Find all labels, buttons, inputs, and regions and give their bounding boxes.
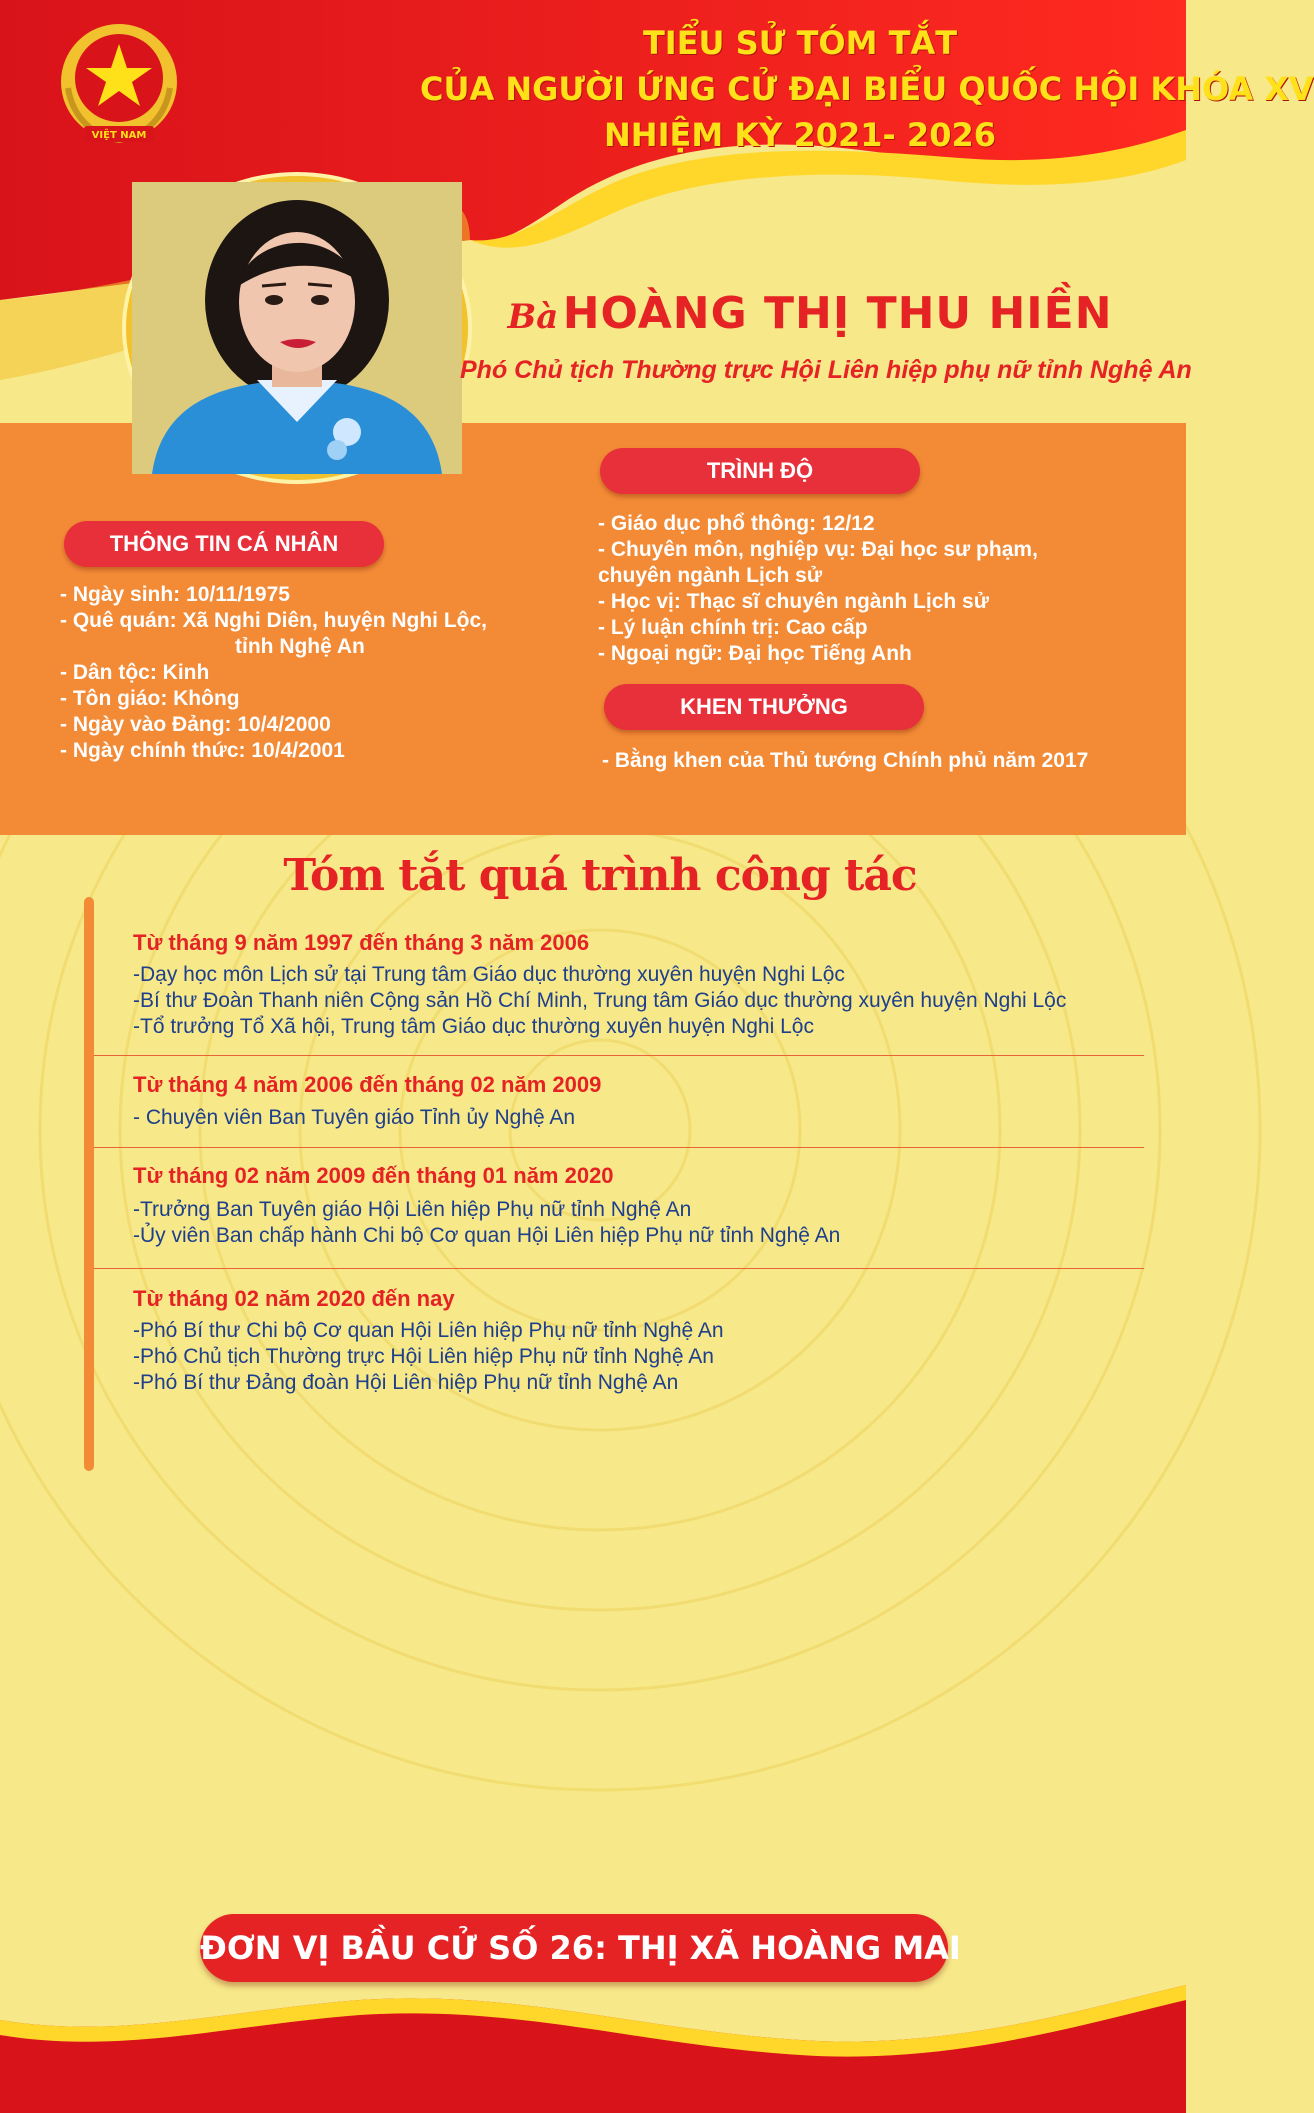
work-duty: -Bí thư Đoàn Thanh niên Cộng sản Hồ Chí Minh, Trung tâm Giáo dục thường xuyên huyện Nghi Lộc bbox=[133, 989, 1067, 1012]
candidate-honorific: Bà bbox=[507, 297, 559, 337]
candidate-portrait bbox=[132, 182, 462, 474]
electoral-unit-banner: ĐƠN VỊ BẦU CỬ SỐ 26: THỊ XÃ HOÀNG MAI bbox=[200, 1914, 948, 1982]
work-duty: -Phó Bí thư Chi bộ Cơ quan Hội Liên hiệp Phụ nữ tỉnh Nghệ An bbox=[133, 1319, 724, 1342]
header-line-1: TIỂU SỬ TÓM TẮT bbox=[642, 24, 958, 62]
education-list bbox=[598, 511, 1038, 667]
education-line: - Chuyên môn, nghiệp vụ: Đại học sư phạm, bbox=[598, 538, 1038, 561]
candidate-position: Phó Chủ tịch Thường trực Hội Liên hiệp phụ nữ tỉnh Nghệ An bbox=[460, 356, 1192, 384]
timeline-bar bbox=[84, 897, 94, 1471]
personal-info-line: - Ngày vào Đảng: 10/4/2000 bbox=[60, 713, 331, 736]
work-duty: -Ủy viên Ban chấp hành Chi bộ Cơ quan Hội Liên hiệp Phụ nữ tỉnh Nghệ An bbox=[133, 1224, 841, 1247]
work-duty: -Tổ trưởng Tổ Xã hội, Trung tâm Giáo dục thường xuyên huyện Nghi Lộc bbox=[133, 1015, 814, 1038]
period-divider bbox=[94, 1147, 1144, 1148]
work-duty: -Phó Chủ tịch Thường trực Hội Liên hiệp Phụ nữ tỉnh Nghệ An bbox=[133, 1345, 714, 1368]
header-line-2: CỦA NGƯỜI ỨNG CỬ ĐẠI BIỂU QUỐC HỘI KHÓA XV bbox=[420, 70, 1314, 108]
personal-info-line: - Ngày sinh: 10/11/1975 bbox=[60, 583, 290, 606]
national-emblem-icon bbox=[48, 18, 190, 160]
personal-info-line: tỉnh Nghệ An bbox=[235, 635, 365, 658]
document-header bbox=[420, 20, 1314, 158]
portrait-image bbox=[132, 182, 462, 474]
work-duty: -Trưởng Ban Tuyên giáo Hội Liên hiệp Phụ nữ tỉnh Nghệ An bbox=[133, 1198, 692, 1221]
work-duty: - Chuyên viên Ban Tuyên giáo Tỉnh ủy Nghệ An bbox=[133, 1106, 576, 1129]
personal-info-heading: THÔNG TIN CÁ NHÂN bbox=[64, 521, 384, 567]
work-duty: -Phó Bí thư Đảng đoàn Hội Liên hiệp Phụ nữ tỉnh Nghệ An bbox=[133, 1371, 679, 1394]
work-period-title: Từ tháng 4 năm 2006 đến tháng 02 năm 2009 bbox=[133, 1072, 602, 1097]
work-period-title: Từ tháng 02 năm 2020 đến nay bbox=[133, 1286, 455, 1311]
candidate-name: HOÀNG THỊ THU HIỀN bbox=[562, 288, 1113, 339]
education-line: - Giáo dục phổ thông: 12/12 bbox=[598, 512, 875, 535]
work-period-title: Từ tháng 9 năm 1997 đến tháng 3 năm 2006 bbox=[133, 930, 590, 955]
education-line: - Ngoại ngữ: Đại học Tiếng Anh bbox=[598, 642, 912, 665]
education-line: chuyên ngành Lịch sử bbox=[598, 564, 823, 587]
personal-info-line: - Quê quán: Xã Nghi Diên, huyện Nghi Lộc, bbox=[60, 609, 488, 632]
personal-info-list bbox=[60, 582, 487, 764]
personal-info-line: - Dân tộc: Kinh bbox=[60, 661, 210, 684]
awards-heading: KHEN THƯỞNG bbox=[604, 684, 924, 730]
education-line: - Học vị: Thạc sĩ chuyên ngành Lịch sử bbox=[598, 590, 989, 613]
period-divider bbox=[94, 1268, 1144, 1269]
header-line-3: NHIỆM KỲ 2021- 2026 bbox=[604, 116, 996, 154]
work-period-title: Từ tháng 02 năm 2009 đến tháng 01 năm 2020 bbox=[133, 1163, 614, 1188]
personal-info-line: - Tôn giáo: Không bbox=[60, 687, 240, 710]
emblem-text: VIỆT NAM bbox=[91, 130, 147, 141]
candidate-name-line bbox=[450, 288, 1170, 339]
personal-info-line: - Ngày chính thức: 10/4/2001 bbox=[60, 739, 345, 762]
period-divider bbox=[94, 1055, 1144, 1056]
education-heading: TRÌNH ĐỘ bbox=[600, 448, 920, 494]
award-line: - Bằng khen của Thủ tướng Chính phủ năm 2017 bbox=[602, 749, 1089, 772]
education-line: - Lý luận chính trị: Cao cấp bbox=[598, 616, 868, 639]
work-history-heading: Tóm tắt quá trình công tác bbox=[283, 850, 917, 901]
awards-list bbox=[602, 748, 1088, 774]
work-duty: -Dạy học môn Lịch sử tại Trung tâm Giáo dục thường xuyên huyện Nghi Lộc bbox=[133, 963, 845, 986]
